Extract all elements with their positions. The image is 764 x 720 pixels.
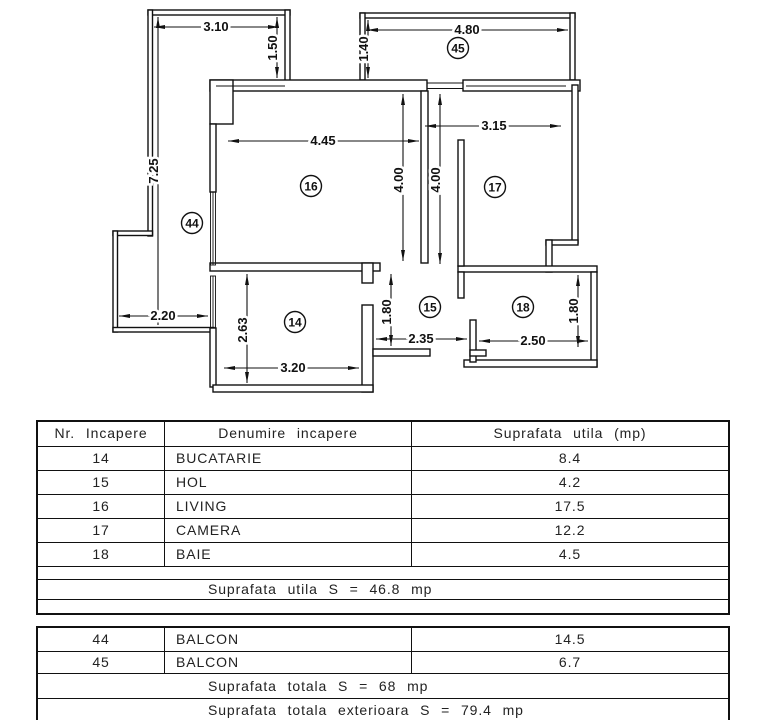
table-row (38, 651, 728, 673)
windows (211, 83, 567, 328)
table-row (38, 628, 728, 651)
header-suprafata: Suprafata utila (mp) (411, 422, 728, 446)
cell-nr: 17 (92, 522, 110, 538)
table-row (38, 494, 728, 518)
cell-area: 8.4 (411, 447, 728, 470)
dim-2-35: 2.35 (408, 331, 434, 346)
summary-exterioara-row (38, 698, 728, 720)
cell-name: BALCON (164, 628, 411, 651)
cell-area: 14.5 (411, 628, 728, 651)
summary-totala-row (38, 673, 728, 698)
header-denumire: Denumire incapere (164, 422, 411, 446)
dim-4-00-living: 4.00 (391, 167, 406, 193)
dim-4-45: 4.45 (310, 133, 336, 148)
dim-7-25: 7.25 (146, 158, 161, 184)
header-nr-incapere: Nr. Incapere (54, 425, 148, 441)
room-label-baie: 18 (516, 300, 530, 315)
cell-name: CAMERA (164, 519, 411, 542)
dim-2-63: 2.63 (235, 317, 250, 343)
cell-name: BALCON (164, 652, 411, 673)
dim-4-80: 4.80 (454, 22, 480, 37)
table-row (38, 446, 728, 470)
cell-name: BAIE (164, 543, 411, 566)
cell-name: BUCATARIE (164, 447, 411, 470)
cell-area: 4.2 (411, 471, 728, 494)
table-row (38, 518, 728, 542)
room-label-balcon-45: 45 (451, 41, 465, 56)
dim-3-15: 3.15 (481, 118, 507, 133)
room-label-bucatarie: 14 (288, 315, 302, 330)
cell-area: 17.5 (411, 495, 728, 518)
dim-4-00-camera: 4.00 (428, 167, 443, 193)
room-label-camera: 17 (488, 180, 502, 195)
cell-nr: 14 (92, 450, 110, 466)
spacer-row (38, 566, 728, 579)
cell-area: 6.7 (411, 652, 728, 673)
cell-area: 4.5 (411, 543, 728, 566)
spacer-row (38, 599, 728, 613)
room-label-living: 16 (304, 179, 318, 194)
dim-1-80-hol: 1.80 (379, 299, 394, 325)
cell-nr: 45 (92, 654, 110, 670)
table-header-row (38, 422, 728, 446)
dim-1-50: 1.50 (265, 35, 280, 61)
cell-nr: 16 (92, 498, 110, 514)
summary-totala-text: Suprafata totala S = 68 mp (208, 678, 429, 694)
cell-nr: 44 (92, 631, 110, 647)
summary-utila-row (38, 579, 728, 599)
dim-1-80-baie: 1.80 (566, 298, 581, 324)
cell-area: 12.2 (411, 519, 728, 542)
balcony-table-block (36, 626, 730, 720)
table-gap (36, 615, 730, 626)
rooms-table-block (36, 420, 730, 615)
table-row (38, 542, 728, 566)
cell-nr: 15 (92, 474, 110, 490)
summary-exterioara-text: Suprafata totala exterioara S = 79.4 mp (208, 702, 524, 718)
cell-nr: 18 (92, 546, 110, 562)
dim-3-20: 3.20 (280, 360, 306, 375)
cell-name: HOL (164, 471, 411, 494)
dim-2-50: 2.50 (520, 333, 546, 348)
cell-name: LIVING (164, 495, 411, 518)
room-label-hol: 15 (423, 300, 437, 315)
dim-3-10: 3.10 (203, 19, 229, 34)
summary-utila-text: Suprafata utila S = 46.8 mp (208, 581, 433, 597)
area-table (36, 420, 730, 720)
dim-2-20: 2.20 (150, 308, 176, 323)
room-label-balcon-44: 44 (185, 216, 199, 231)
dim-1-40: 1.40 (356, 36, 371, 62)
table-row (38, 470, 728, 494)
